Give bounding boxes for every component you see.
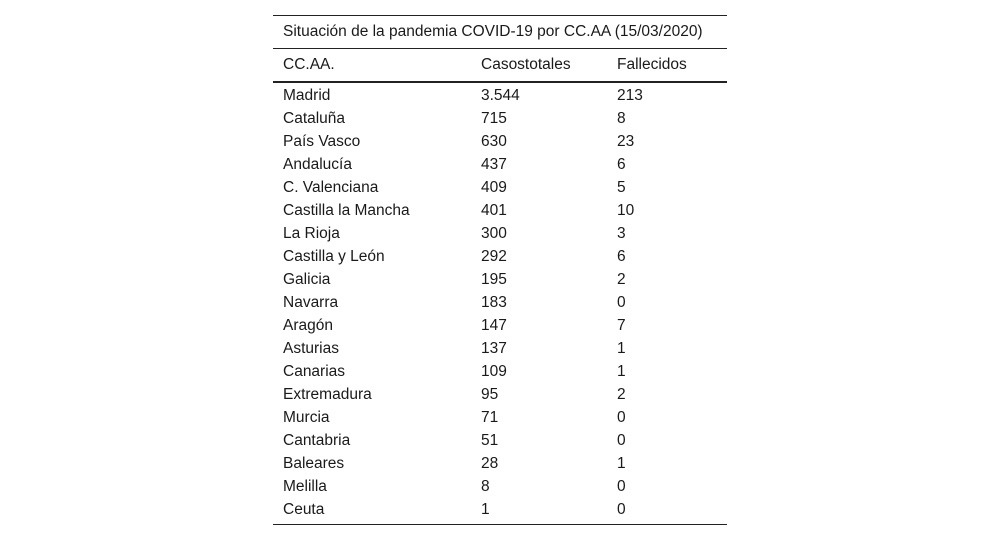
region-cell: Baleares [283,455,345,472]
total-cases-cell: 8 [481,478,490,495]
region-cell: Cataluña [283,110,346,127]
table-row [273,107,727,130]
deaths-cell: 8 [617,110,626,127]
total-cases-cell: 292 [481,248,507,265]
total-cases-cell: 1 [481,501,490,518]
table-row [273,475,727,498]
table-row [273,199,727,222]
region-cell: Navarra [283,294,339,311]
region-cell: Melilla [283,478,327,495]
region-cell: País Vasco [283,133,361,150]
header-region: CC.AA. [283,56,335,73]
region-cell: C. Valenciana [283,179,379,196]
table-row [273,337,727,360]
deaths-cell: 2 [617,386,626,403]
region-cell: Asturias [283,340,339,357]
deaths-cell: 1 [617,363,626,380]
region-cell: Canarias [283,363,346,380]
deaths-cell: 7 [617,317,626,334]
region-cell: Castilla la Mancha [283,202,410,219]
table-row [273,176,727,199]
header-row [273,49,727,81]
table-row [273,360,727,383]
table-row [273,429,727,452]
table-row [273,291,727,314]
table-row [273,452,727,475]
total-cases-cell: 28 [481,455,499,472]
table-row [273,314,727,337]
table-row [273,498,727,524]
total-cases-cell: 401 [481,202,507,219]
region-cell: La Rioja [283,225,340,242]
table-row [273,268,727,291]
deaths-cell: 0 [617,294,626,311]
table-row [273,245,727,268]
region-cell: Galicia [283,271,331,288]
region-cell: Cantabria [283,432,351,449]
region-cell: Castilla y León [283,248,385,265]
region-cell: Murcia [283,409,330,426]
total-cases-cell: 147 [481,317,507,334]
total-cases-cell: 109 [481,363,507,380]
deaths-cell: 0 [617,432,626,449]
total-cases-cell: 300 [481,225,507,242]
table-row [273,383,727,406]
table-row [273,83,727,107]
total-cases-cell: 183 [481,294,507,311]
deaths-cell: 23 [617,133,635,150]
deaths-cell: 3 [617,225,626,242]
table-header [273,49,727,81]
deaths-cell: 0 [617,409,626,426]
total-cases-cell: 137 [481,340,507,357]
deaths-cell: 5 [617,179,626,196]
region-cell: Andalucía [283,156,352,173]
deaths-cell: 10 [617,202,635,219]
bottom-rule [273,524,727,525]
covid-cases-table [273,49,727,81]
region-cell: Extremadura [283,386,372,403]
region-cell: Aragón [283,317,333,334]
table-row [273,222,727,245]
deaths-cell: 0 [617,501,626,518]
table-row [273,130,727,153]
deaths-cell: 1 [617,455,626,472]
total-cases-cell: 630 [481,133,507,150]
data-table-container [273,15,727,525]
deaths-cell: 6 [617,156,626,173]
total-cases-cell: 95 [481,386,499,403]
covid-cases-table-body [273,83,727,524]
region-cell: Ceuta [283,501,325,518]
deaths-cell: 0 [617,478,626,495]
total-cases-cell: 715 [481,110,507,127]
deaths-cell: 1 [617,340,626,357]
deaths-cell: 2 [617,271,626,288]
region-cell: Madrid [283,87,331,104]
table-body [273,83,727,524]
total-cases-cell: 3.544 [481,87,520,104]
table-row [273,406,727,429]
deaths-cell: 6 [617,248,626,265]
total-cases-cell: 437 [481,156,507,173]
total-cases-cell: 195 [481,271,507,288]
table-row [273,153,727,176]
table-caption: Situación de la pandemia COVID-19 por CC.AA (15/03/2020) [283,23,703,40]
total-cases-cell: 409 [481,179,507,196]
header-deaths: Fallecidos [617,56,687,73]
deaths-cell: 213 [617,87,643,104]
total-cases-cell: 71 [481,409,499,426]
header-total-cases: Casostotales [481,56,571,73]
total-cases-cell: 51 [481,432,499,449]
